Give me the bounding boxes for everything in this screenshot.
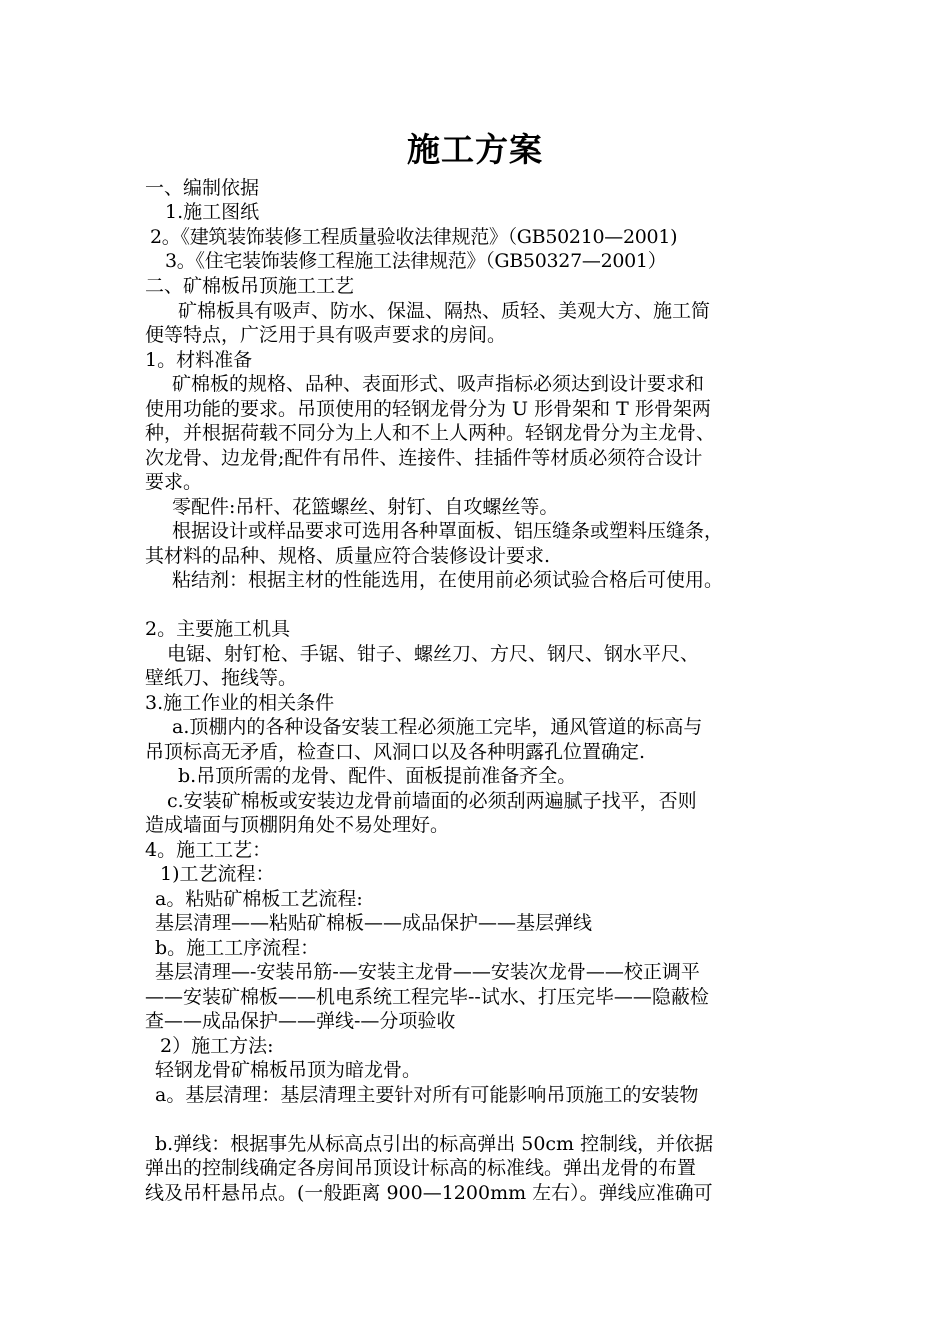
paragraph-line: ——安装矿棉板——机电系统工程完毕--试水、打压完毕——隐蔽检 bbox=[145, 986, 709, 1008]
paragraph-line: 其材料的品种、规格、质量应符合装修设计要求. bbox=[145, 545, 551, 567]
paragraph-line: 基层清理—-安装吊筋-—安装主龙骨——安装次龙骨——校正调平 bbox=[155, 961, 700, 983]
heading-process: 二、矿棉板吊顶施工工艺 bbox=[145, 275, 355, 297]
paragraph-line: a。粘贴矿棉板工艺流程: bbox=[155, 888, 363, 910]
paragraph-line: 使用功能的要求。吊顶使用的轻钢龙骨分为 U 形骨架和 T 形骨架两 bbox=[145, 398, 711, 420]
paragraph-line: 要求。 bbox=[145, 471, 203, 493]
paragraph-line: 便等特点，广泛用于具有吸声要求的房间。 bbox=[145, 324, 507, 346]
paragraph-line: 轻钢龙骨矿棉板吊顶为暗龙骨。 bbox=[155, 1059, 422, 1081]
heading-basis: 一、编制依据 bbox=[145, 177, 260, 199]
section-heading-conditions: 3.施工作业的相关条件 bbox=[145, 692, 335, 714]
paragraph-line: 壁纸刀、拖线等。 bbox=[145, 667, 298, 689]
paragraph-line: b.弹线：根据事先从标高点引出的标高弹出 50cm 控制线，并依据 bbox=[155, 1133, 714, 1155]
paragraph-line: 线及吊杆悬吊点。(一般距离 900—1200mm 左右）。弹线应准确可 bbox=[145, 1182, 713, 1204]
paragraph-line: b.吊顶所需的龙骨、配件、面板提前准备齐全。 bbox=[178, 765, 577, 787]
paragraph-line: 零配件:吊杆、花篮螺丝、射钉、自攻螺丝等。 bbox=[172, 496, 559, 518]
basis-item-1: 1.施工图纸 bbox=[165, 201, 260, 223]
paragraph-line: c.安装矿棉板或安装边龙骨前墙面的必须刮两遍腻子找平，否则 bbox=[167, 790, 697, 812]
subheading-flow: 1)工艺流程： bbox=[160, 863, 275, 885]
paragraph-line: 查——成品保护——弹线-—分项验收 bbox=[145, 1010, 456, 1032]
paragraph-line: 根据设计或样品要求可选用各种罩面板、铝压缝条或塑料压缝条， bbox=[172, 520, 724, 542]
section-heading-tools: 2。主要施工机具 bbox=[145, 618, 291, 640]
paragraph-line: 电锯、射钉枪、手锯、钳子、螺丝刀、方尺、钢尺、钢水平尺、 bbox=[167, 643, 700, 665]
section-heading-materials: 1。材料准备 bbox=[145, 349, 253, 371]
paragraph-line: 造成墙面与顶棚阴角处不易处理好。 bbox=[145, 814, 450, 836]
paragraph-line: 弹出的控制线确定各房间吊顶设计标高的标准线。弹出龙骨的布置 bbox=[145, 1157, 697, 1179]
paragraph-line: 粘结剂：根据主材的性能选用，在使用前必须试验合格后可使用。 bbox=[172, 569, 724, 591]
document-title: 施工方案 bbox=[407, 130, 543, 169]
paragraph-line: 吊顶标高无矛盾，检查口、风洞口以及各种明露孔位置确定. bbox=[145, 741, 646, 763]
paragraph-line: a。基层清理：基层清理主要针对所有可能影响吊顶施工的安装物 bbox=[155, 1084, 699, 1106]
paragraph-line: a.顶棚内的各种设备安装工程必须施工完毕，通风管道的标高与 bbox=[172, 716, 703, 738]
paragraph-line: 基层清理——粘贴矿棉板——成品保护——基层弹线 bbox=[155, 912, 593, 934]
paragraph-line: 矿棉板具有吸声、防水、保温、隔热、质轻、美观大方、施工简 bbox=[178, 300, 711, 322]
paragraph-line: b。施工工序流程： bbox=[155, 937, 320, 959]
section-heading-process: 4。施工工艺： bbox=[145, 839, 272, 861]
subheading-method: 2）施工方法: bbox=[160, 1035, 274, 1057]
paragraph-line: 矿棉板的规格、品种、表面形式、吸声指标必须达到设计要求和 bbox=[172, 373, 705, 395]
paragraph-line: 次龙骨、边龙骨;配件有吊件、连接件、挂插件等材质必须符合设计 bbox=[145, 447, 703, 469]
paragraph-line: 种，并根据荷载不同分为上人和不上人两种。轻钢龙骨分为主龙骨、 bbox=[145, 422, 716, 444]
basis-item-2: 2。《建筑装饰装修工程质量验收法律规范》（GB50210—2001) bbox=[150, 226, 678, 248]
basis-item-3: 3。《住宅装饰装修工程施工法律规范》（GB50327—2001） bbox=[165, 250, 667, 272]
